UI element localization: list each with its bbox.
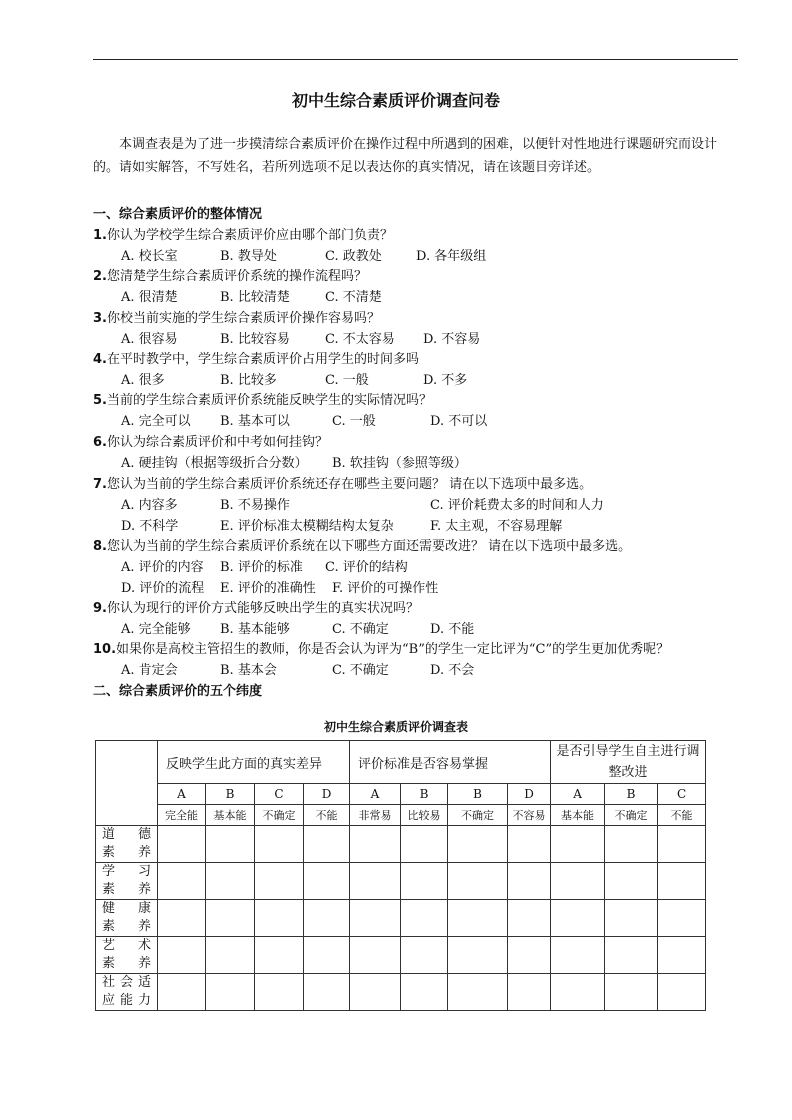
option[interactable]: A. 很容易 [121, 332, 178, 347]
question-text: 您认为当前的学生综合素质评价系统还存在哪些主要问题？ 请在以下选项中最多选。 [106, 477, 593, 492]
option-label: 不容易 [508, 805, 551, 826]
answer-cell[interactable] [605, 900, 658, 937]
answer-cell[interactable] [401, 863, 448, 900]
option-letter: D [508, 784, 551, 805]
question-text: 你认为综合素质评价和中考如何挂钩？ [106, 435, 328, 450]
answer-cell[interactable] [350, 974, 401, 1011]
option-letter: C [255, 784, 304, 805]
option-letter: B [605, 784, 658, 805]
option-letter: C [658, 784, 706, 805]
answer-cell[interactable] [255, 826, 304, 863]
question-3 [93, 307, 380, 326]
table-row [96, 900, 706, 937]
option[interactable]: C. 一般 [332, 414, 376, 429]
group-header: 是否引导学生自主进行调整改进 [551, 741, 706, 784]
option[interactable]: C. 评价的结构 [325, 560, 408, 575]
option[interactable]: D. 不多 [423, 373, 468, 388]
option[interactable]: B. 不易操作 [220, 498, 290, 513]
option[interactable]: C. 不确定 [332, 663, 389, 678]
question-7 [93, 473, 592, 492]
dimension-label [96, 900, 158, 937]
answer-cell[interactable] [350, 826, 401, 863]
dimension-label-line: 社会适 [102, 975, 151, 990]
option-label: 不能 [658, 805, 706, 826]
option[interactable]: C. 不太容易 [325, 332, 395, 347]
answer-cell[interactable] [350, 900, 401, 937]
option[interactable]: C. 不清楚 [325, 290, 382, 305]
answer-cell[interactable] [206, 937, 255, 974]
option[interactable]: A. 很多 [121, 373, 165, 388]
page-title: 初中生综合素质评价调查问卷 [291, 91, 500, 110]
answer-cell[interactable] [401, 826, 448, 863]
answer-cell[interactable] [605, 974, 658, 1011]
option[interactable]: A. 内容多 [121, 498, 178, 513]
dimension-label [96, 826, 158, 863]
answer-cell[interactable] [158, 826, 206, 863]
question-number: 5. [93, 393, 107, 408]
question-10 [93, 638, 669, 657]
option[interactable]: A. 校长室 [121, 249, 178, 264]
question-text: 您清楚学生综合素质评价系统的操作流程吗？ [106, 269, 367, 284]
answer-cell[interactable] [551, 937, 605, 974]
option-label: 不能 [304, 805, 350, 826]
question-text: 当前的学生综合素质评价系统能反映学生的实际情况吗？ [106, 393, 432, 408]
option[interactable]: D. 不会 [430, 663, 475, 678]
answer-cell[interactable] [658, 863, 706, 900]
option[interactable]: D. 不可以 [430, 414, 488, 429]
answer-cell[interactable] [206, 900, 255, 937]
dimension-label-line: 道 德 [102, 827, 151, 842]
option[interactable]: B. 软挂钩（参照等级） [332, 456, 467, 471]
table-row [96, 974, 706, 1011]
option[interactable]: C. 不确定 [332, 622, 389, 637]
option[interactable]: B. 比较清楚 [220, 290, 290, 305]
option[interactable]: D. 评价的流程 [121, 581, 205, 596]
answer-cell[interactable] [401, 937, 448, 974]
option-label: 比较易 [401, 805, 448, 826]
option[interactable]: A. 完全可以 [121, 414, 191, 429]
question-text: 如果你是高校主管招生的教师，你是否会认为评为“B”的学生一定比评为“C”的学生更加优秀呢？ [116, 642, 670, 657]
answer-cell[interactable] [255, 863, 304, 900]
question-8 [93, 535, 631, 554]
section-heading-2: 二、综合素质评价的五个纬度 [93, 684, 263, 699]
answer-cell[interactable] [206, 974, 255, 1011]
option[interactable]: B. 比较多 [220, 373, 277, 388]
answer-cell[interactable] [304, 937, 350, 974]
survey-table [95, 740, 706, 1011]
answer-cell[interactable] [605, 863, 658, 900]
group-header: 评价标准是否容易掌握 [350, 741, 551, 784]
question-number: 6. [93, 435, 107, 450]
option[interactable]: C. 评价耗费太多的时间和人力 [430, 498, 604, 513]
question-text: 你认为现行的评价方式能够反映出学生的真实状况吗？ [106, 601, 419, 616]
top-rule [93, 59, 738, 60]
option[interactable]: B. 教导处 [220, 249, 277, 264]
question-number: 4. [93, 352, 107, 367]
answer-cell[interactable] [658, 826, 706, 863]
option-letter: A [158, 784, 206, 805]
option-letter: B [401, 784, 448, 805]
answer-cell[interactable] [304, 863, 350, 900]
answer-cell[interactable] [448, 974, 508, 1011]
answer-cell[interactable] [255, 937, 304, 974]
option-label: 不确定 [255, 805, 304, 826]
dimension-label-line: 健 康 [102, 901, 151, 916]
answer-cell[interactable] [658, 937, 706, 974]
section-heading-1: 一、综合素质评价的整体情况 [93, 207, 263, 222]
dimension-label [96, 974, 158, 1011]
answer-cell[interactable] [658, 974, 706, 1011]
option[interactable]: B. 基本可以 [220, 414, 290, 429]
question-number: 8. [93, 539, 107, 554]
dimension-label-line: 素 养 [102, 882, 151, 897]
answer-cell[interactable] [551, 826, 605, 863]
option[interactable]: E. 评价标准太模糊结构太复杂 [220, 519, 394, 534]
option[interactable]: D. 不容易 [423, 332, 481, 347]
answer-cell[interactable] [304, 900, 350, 937]
question-2 [93, 265, 367, 284]
option-label: 基本能 [206, 805, 255, 826]
answer-cell[interactable] [508, 974, 551, 1011]
answer-cell[interactable] [206, 863, 255, 900]
option-letter: D [304, 784, 350, 805]
question-number: 3. [93, 311, 107, 326]
option[interactable]: B. 评价的标准 [220, 560, 303, 575]
question-5 [93, 389, 432, 408]
table-row [96, 863, 706, 900]
intro-paragraph [93, 133, 741, 179]
answer-cell[interactable] [304, 826, 350, 863]
answer-cell[interactable] [255, 900, 304, 937]
answer-cell[interactable] [605, 937, 658, 974]
option[interactable]: F. 评价的可操作性 [332, 581, 439, 596]
answer-cell[interactable] [508, 826, 551, 863]
question-number: 9. [93, 601, 107, 616]
option[interactable]: A. 硬挂钩（根据等级折合分数） [121, 456, 308, 471]
dimension-label-line: 素 养 [102, 919, 151, 934]
label-row [96, 805, 706, 826]
question-number: 1. [93, 228, 107, 243]
dimension-label-line: 艺 术 [102, 938, 151, 953]
answer-cell[interactable] [605, 826, 658, 863]
option[interactable]: D. 各年级组 [416, 249, 487, 264]
question-text: 你认为学校学生综合素质评价应由哪个部门负责？ [106, 228, 393, 243]
question-number: 2. [93, 269, 107, 284]
answer-cell[interactable] [158, 900, 206, 937]
question-text: 你校当前实施的学生综合素质评价操作容易吗？ [106, 311, 380, 326]
answer-cell[interactable] [401, 974, 448, 1011]
answer-cell[interactable] [448, 937, 508, 974]
answer-cell[interactable] [658, 900, 706, 937]
letter-row [96, 784, 706, 805]
answer-cell[interactable] [551, 900, 605, 937]
option[interactable]: B. 比较容易 [220, 332, 290, 347]
group-header: 反映学生此方面的真实差异 [158, 741, 350, 784]
option[interactable]: B. 基本会 [220, 663, 277, 678]
option-label: 不确定 [605, 805, 658, 826]
answer-cell[interactable] [448, 863, 508, 900]
option[interactable]: A. 肯定会 [121, 663, 178, 678]
dimension-label-line: 应能力 [102, 993, 151, 1008]
table-header-row [96, 741, 706, 784]
question-4 [93, 348, 419, 367]
answer-cell[interactable] [350, 937, 401, 974]
option-label: 基本能 [551, 805, 605, 826]
question-number: 10. [93, 642, 117, 657]
dimension-label-line: 素 养 [102, 956, 151, 971]
answer-cell[interactable] [206, 826, 255, 863]
option[interactable]: E. 评价的准确性 [220, 581, 316, 596]
answer-cell[interactable] [158, 863, 206, 900]
answer-cell[interactable] [255, 974, 304, 1011]
answer-cell[interactable] [350, 863, 401, 900]
option[interactable]: A. 完全能够 [121, 622, 191, 637]
option-letter: B [448, 784, 508, 805]
option-letter: B [206, 784, 255, 805]
answer-cell[interactable] [401, 900, 448, 937]
question-text: 在平时教学中，学生综合素质评价占用学生的时间多吗 [106, 352, 419, 367]
question-1 [93, 224, 393, 243]
option[interactable]: C. 一般 [325, 373, 369, 388]
answer-cell[interactable] [551, 974, 605, 1011]
answer-cell[interactable] [304, 974, 350, 1011]
dimension-label-line: 学 习 [102, 864, 151, 879]
option[interactable]: D. 不能 [430, 622, 475, 637]
answer-cell[interactable] [508, 937, 551, 974]
answer-cell[interactable] [508, 863, 551, 900]
option-letter: A [350, 784, 401, 805]
answer-cell[interactable] [448, 900, 508, 937]
table-caption: 初中生综合素质评价调查表 [323, 720, 468, 734]
answer-cell[interactable] [158, 937, 206, 974]
option-letter: A [551, 784, 605, 805]
answer-cell[interactable] [508, 900, 551, 937]
option-label: 完全能 [158, 805, 206, 826]
option[interactable]: A. 很清楚 [121, 290, 178, 305]
answer-cell[interactable] [448, 826, 508, 863]
dimension-label [96, 863, 158, 900]
option[interactable]: A. 评价的内容 [121, 560, 204, 575]
question-9 [93, 597, 419, 616]
option-label: 非常易 [350, 805, 401, 826]
answer-cell[interactable] [551, 863, 605, 900]
question-number: 7. [93, 477, 107, 492]
corner-cell [96, 741, 158, 826]
question-text: 您认为当前的学生综合素质评价系统在以下哪些方面还需要改进？ 请在以下选项中最多选。 [106, 539, 632, 554]
dimension-label [96, 937, 158, 974]
dimension-label-line: 素 养 [102, 845, 151, 860]
intro-text: 本调查表是为了进一步摸清综合素质评价在操作过程中所遇到的困难，以便针对性地进行课题研究而设计的。请如实解答，不写姓名，若所列选项不足以表达你的真实情况，请在该题目旁详述。 [93, 137, 718, 175]
option[interactable]: C. 政教处 [325, 249, 382, 264]
question-6 [93, 431, 328, 450]
option[interactable]: F. 太主观，不容易理解 [430, 519, 563, 534]
option[interactable]: D. 不科学 [121, 519, 179, 534]
option[interactable]: B. 基本能够 [220, 622, 290, 637]
option-label: 不确定 [448, 805, 508, 826]
table-row [96, 937, 706, 974]
answer-cell[interactable] [158, 974, 206, 1011]
table-row [96, 826, 706, 863]
